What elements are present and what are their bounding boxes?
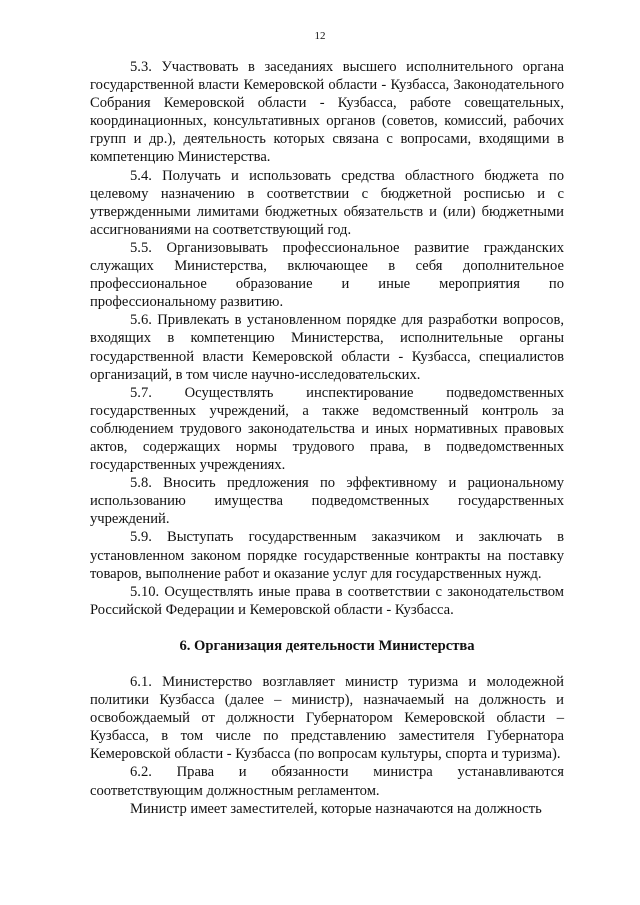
document-body [90,58,564,818]
paragraph-5-8: 5.8. Вносить предложения по эффективному и рациональному использованию имущества подведомственных государственных учреждений. [90,475,564,528]
paragraph-5-10: 5.10. Осуществлять иные права в соответствии с законодательством Российской Федерации и Кемеровской области - Кузбасса. [90,583,564,618]
section-6-heading: 6. Организация деятельности Министерства [179,637,475,654]
paragraph-deputies: Министр имеет заместителей, которые назначаются на должность [130,800,542,817]
paragraph-5-3: 5.3. Участвовать в заседаниях высшего исполнительного органа государственной власти Кемеровской области - Кузбасса, Законодательного Собрания Кемеровской области - Кузбасса, работе совещательных, координационных, консультативных органов (советов, комиссий, рабочих групп и др.), деятельность которых связана с вопросами, входящими в компетенцию Министерства. [90,59,564,166]
page-number: 12 [314,30,326,42]
paragraph-5-9: 5.9. Выступать государственным заказчиком и заключать в установленном законом порядке государственные контракты на поставку товаров, выполнение работ и оказание услуг для государственных нужд. [90,529,564,582]
paragraph-5-7: 5.7. Осуществлять инспектирование подведомственных государственных учреждений, а также ведомственный контроль за соблюдением трудового законодательства и иных нормативных правовых актов, содержащих нормы трудового права, в подведомственных государственных учреждениях. [90,384,564,474]
paragraph-6-1: 6.1. Министерство возглавляет министр туризма и молодежной политики Кузбасса (далее – министр), назначаемый на должность и освобождаемый от должности Губернатором Кемеровской области – Кузбасса, в том числе по представлению заместителя Губернатора Кемеровской области - Кузбасса (по вопросам культуры, спорта и туризма). [90,674,564,763]
paragraph-5-4: 5.4. Получать и использовать средства областного бюджета по целевому назначению в соответствии с бюджетной росписью и с утвержденными лимитами бюджетных обязательств и (или) бюджетными ассигнованиями на соответствующий год. [90,167,564,238]
paragraph-6-2: 6.2. Права и обязанности министра устанавливаются соответствующим должностным регламентом. [90,764,564,799]
paragraph-5-5: 5.5. Организовывать профессиональное развитие гражданских служащих Министерства, включающее в себя дополнительное профессиональное образование и иные мероприятия по профессиональному развитию. [90,239,564,311]
paragraph-5-6: 5.6. Привлекать в установленном порядке для разработки вопросов, входящих в компетенцию Министерства, исполнительные органы государственной власти Кемеровской области - Кузбасса, специалистов организаций, в том числе научно-исследовательских. [90,312,564,383]
